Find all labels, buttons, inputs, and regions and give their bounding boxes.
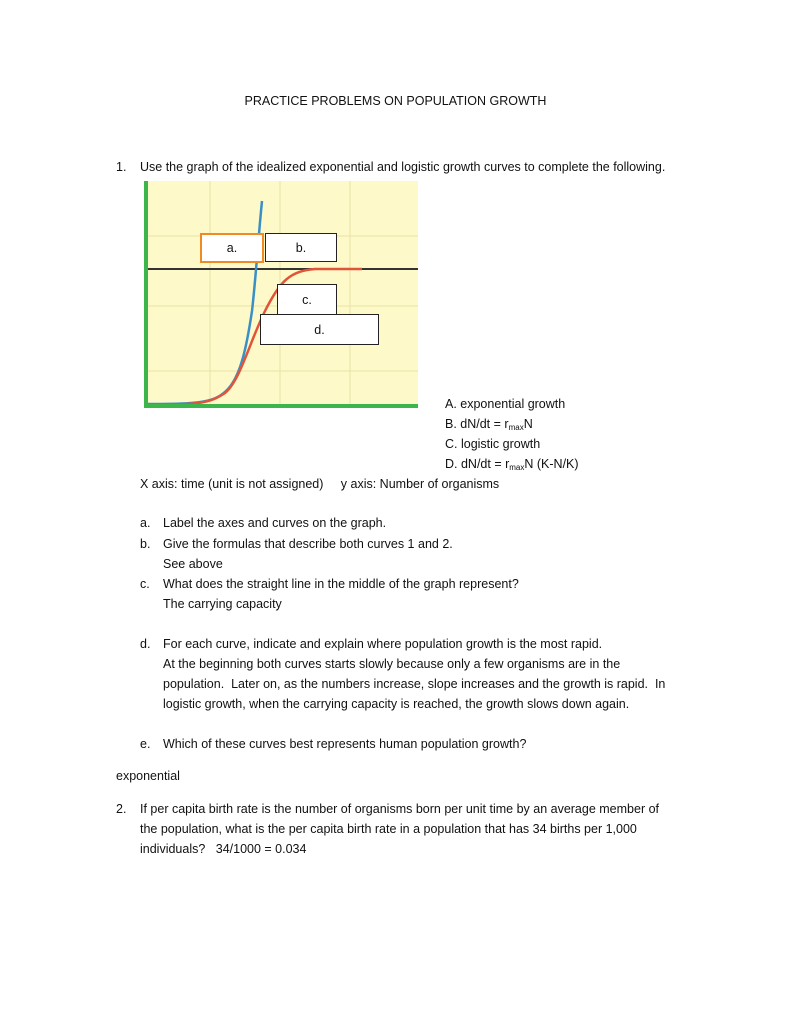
part-d-answer-line-3: logistic growth, when the carrying capacity is reached, the growth slows down again.: [163, 697, 630, 711]
part-b-text: Give the formulas that describe both curves 1 and 2.: [163, 537, 453, 551]
part-c-text: What does the straight line in the middle of the graph represent?: [163, 577, 519, 591]
label-box-b[interactable]: [265, 233, 337, 262]
question-1-number: 1.: [116, 160, 127, 174]
part-e-answer: exponential: [116, 769, 180, 783]
question-2-line-2: the population, what is the per capita birth rate in a population that has 34 births per 1,000: [140, 822, 637, 836]
question-2-line-1: If per capita birth rate is the number of organisms born per unit time by an average member of: [140, 802, 660, 816]
label-d: d.: [314, 322, 325, 337]
part-a-letter: a.: [140, 516, 151, 530]
legend-c: C. logistic growth: [445, 437, 541, 451]
part-b-answer: See above: [163, 557, 223, 571]
part-c-answer: The carrying capacity: [163, 597, 282, 611]
part-d-text: For each curve, indicate and explain where population growth is the most rapid.: [163, 637, 603, 651]
part-d-answer-line-1: At the beginning both curves starts slowly because only a few organisms are in the: [163, 657, 621, 671]
label-box-a[interactable]: [200, 233, 264, 263]
legend-d: D. $dN/dt = r_{max}N$ (K-N/K): [445, 457, 579, 472]
question-1-prompt: Use the graph of the idealized exponential and logistic growth curves to complete the following.: [140, 160, 666, 174]
legend-b: B. $dN/dt = r_{max}N$: [445, 417, 533, 432]
question-2-number: 2.: [116, 802, 127, 816]
part-b-letter: b.: [140, 537, 151, 551]
part-e-text: Which of these curves best represents human population growth?: [163, 737, 527, 751]
page-title: PRACTICE PROBLEMS ON POPULATION GROWTH: [244, 94, 547, 108]
part-a-text: Label the axes and curves on the graph.: [163, 516, 387, 530]
label-c: c.: [302, 292, 312, 307]
label-a: a.: [226, 241, 238, 255]
growth-curves-graph: [140, 181, 420, 412]
label-b: b.: [295, 240, 307, 255]
legend-a: A. exponential growth: [445, 397, 566, 411]
label-box-c[interactable]: [277, 284, 337, 315]
label-box-d[interactable]: [260, 314, 379, 345]
axes-note: X axis: time (unit is not assigned) y axis: Number of organisms: [140, 477, 500, 491]
part-c-letter: c.: [140, 577, 150, 591]
question-2-line-3: individuals? 34/1000 = 0.034: [140, 842, 307, 856]
part-d-answer-line-2: population. Later on, as the numbers increase, slope increases and the growth is rapid. In: [163, 677, 666, 691]
part-d-letter: d.: [140, 637, 151, 651]
part-e-letter: e.: [140, 737, 151, 751]
